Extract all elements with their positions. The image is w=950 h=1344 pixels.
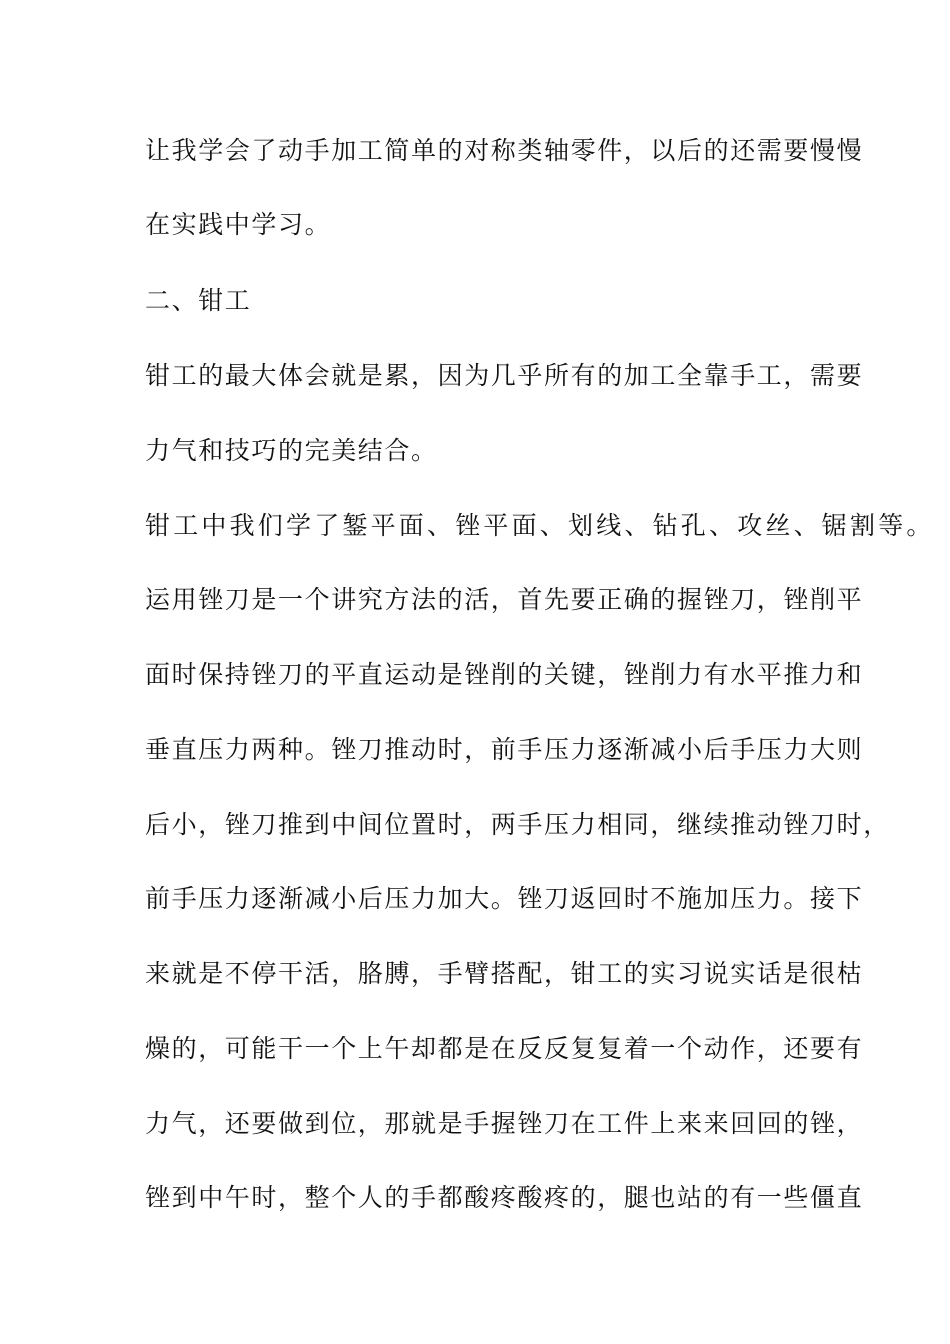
text-line: 燥的，可能干一个上午却都是在反反复复着一个动作，还要有 (145, 1034, 864, 1063)
text-line: 钳工的最大体会就是累，因为几乎所有的加工全靠手工，需要 (145, 361, 864, 390)
text-line: 运用锉刀是一个讲究方法的活，首先要正确的握锉刀，锉削平 (145, 585, 864, 614)
text-line: 来就是不停干活，胳膊，手臂搭配，钳工的实习说实话是很枯 (145, 959, 864, 988)
text-line: 面时保持锉刀的平直运动是锉削的关键，锉削力有水平推力和 (145, 660, 864, 689)
section-heading: 二、钳工 (145, 286, 252, 315)
text-line: 让我学会了动手加工简单的对称类轴零件，以后的还需要慢慢 (145, 136, 864, 165)
text-line: 钳工中我们学了錾平面、锉平面、划线、钻孔、攻丝、锯割等。 (145, 511, 935, 540)
text-line: 力气和技巧的完美结合。 (145, 436, 438, 465)
text-line: 后小，锉刀推到中间位置时，两手压力相同，继续推动锉刀时， (145, 810, 890, 839)
text-line: 锉到中午时，整个人的手都酸疼酸疼的，腿也站的有一些僵直 (145, 1183, 864, 1212)
text-line: 前手压力逐渐减小后压力加大。锉刀返回时不施加压力。接下 (145, 884, 864, 913)
text-line: 在实践中学习。 (145, 210, 332, 239)
text-line: 力气，还要做到位，那就是手握锉刀在工件上来来回回的锉， (145, 1109, 864, 1138)
text-line: 垂直压力两种。锉刀推动时，前手压力逐渐减小后手压力大则 (145, 735, 864, 764)
